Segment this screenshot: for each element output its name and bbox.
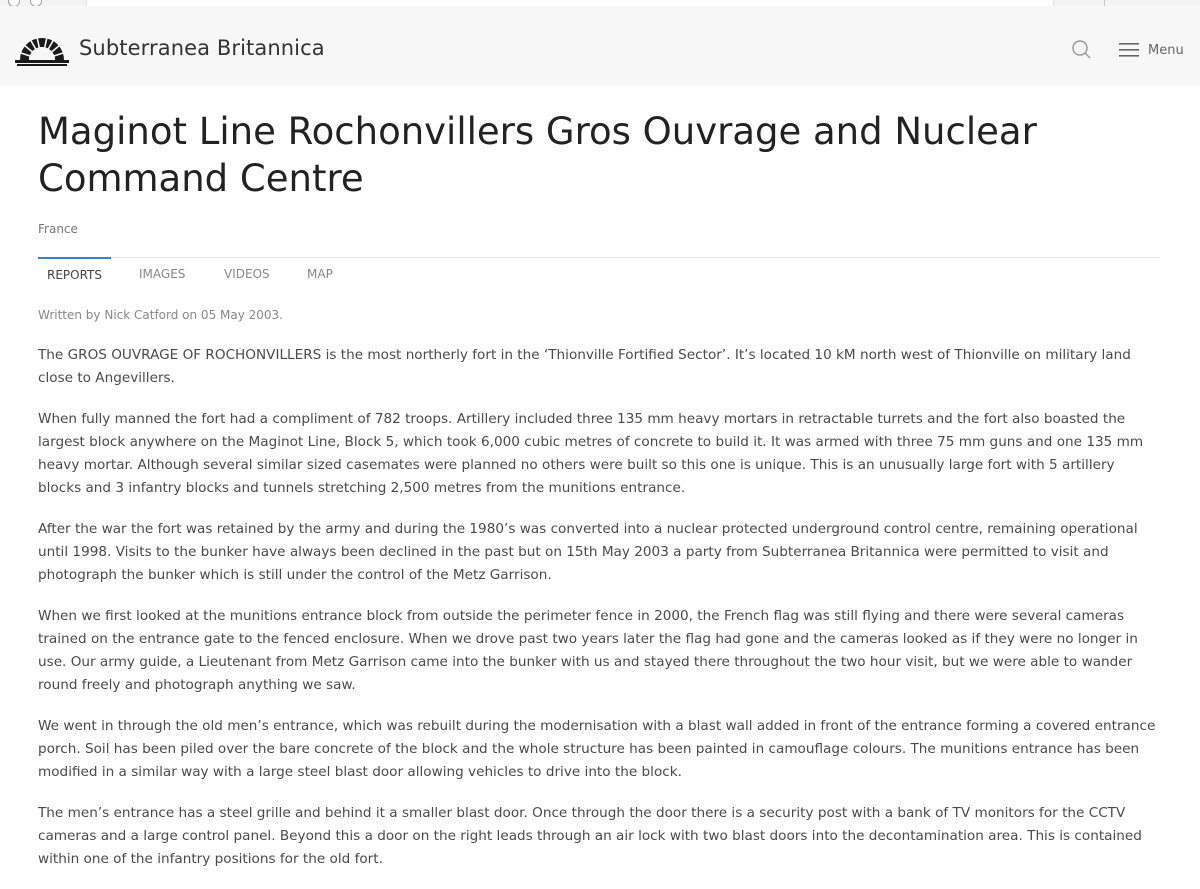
tab-videos[interactable]: VIDEOS bbox=[224, 267, 270, 281]
tunnel-portal-icon[interactable] bbox=[15, 33, 69, 67]
report-tabs bbox=[38, 257, 1159, 292]
site-header bbox=[0, 6, 1200, 86]
menu-button[interactable] bbox=[1119, 40, 1184, 60]
menu-label[interactable]: Menu bbox=[1148, 42, 1184, 58]
tab-reports[interactable]: REPORTS bbox=[38, 257, 111, 291]
report-paragraph: The GROS OUVRAGE OF ROCHONVILLERS is the most northerly fort in the ‘Thionville Fortified Sector’. It’s located 10 kM north west of Thionville on military land close to Angevillers. bbox=[38, 347, 1131, 386]
report-paragraph: The men’s entrance has a steel grille and behind it a smaller blast door. Once through the door there is a security post with a bank of TV monitors for the CCTV cameras and a large control panel. Beyond this a door on the right leads through an air lock with two blast doors into the decontamination area. This is contained within one of the infantry positions for the old fort. bbox=[38, 805, 1142, 867]
search-button[interactable] bbox=[1071, 39, 1093, 61]
report-paragraph: When we first looked at the munitions entrance block from outside the perimeter fence in 2000, the French flag was still flying and there were several cameras trained on the entrance gate to the fenced enclosure. When we drove past two years later the flag had gone and the cameras looked as if they were no longer in use. Our army guide, a Lieutenant from Metz Garrison came into the bunker with us and stayed there throughout the two hour visit, but we were able to wander round freely and photograph anything we saw. bbox=[38, 608, 1138, 693]
location-label[interactable]: France bbox=[38, 222, 78, 236]
report-paragraph: We went in through the old men’s entrance, which was rebuilt during the modernisation with a blast wall added in front of the entrance forming a covered entrance porch. Soil has been piled over the bare concrete of the block and the whole structure has been painted in camouflage colours. The munitions entrance has been modified in a similar way with a large steel blast door allowing vehicles to drive into the block. bbox=[38, 718, 1156, 780]
report-paragraph: After the war the fort was retained by the army and during the 1980’s was converted into a nuclear protected underground control centre, remaining operational until 1998. Visits to the bunker have always been declined in the past but on 15th May 2003 a party from Subterranea Britannica were permitted to visit and photograph the bunker which is still under the control of the Metz Garrison. bbox=[38, 521, 1138, 583]
report-body bbox=[38, 344, 1160, 889]
report-paragraph: When fully manned the fort had a compliment of 782 troops. Artillery included three 135 mm heavy mortars in retractable turrets and the fort also boasted the largest block anywhere on the Maginot Line, Block 5, which took 6,000 cubic metres of concrete to build it. It was armed with three 75 mm guns and one 135 mm heavy mortar. Although several similar sized casemates were planned no others were built so this one is unique. This is an unusually large fort with 5 artillery blocks and 3 infantry blocks and tunnels stretching 2,500 metres from the munitions entrance. bbox=[38, 411, 1144, 496]
hamburger-menu-icon[interactable] bbox=[1119, 43, 1139, 57]
tab-images[interactable]: IMAGES bbox=[139, 267, 186, 281]
page-title: Maginot Line Rochonvillers Gros Ouvrage and Nuclear Command Centre bbox=[38, 110, 1037, 200]
search-icon[interactable] bbox=[1071, 39, 1093, 61]
byline: Written by Nick Catford on 05 May 2003. bbox=[38, 308, 283, 322]
site-name[interactable]: Subterranea Britannica bbox=[79, 36, 325, 60]
tab-map[interactable]: MAP bbox=[307, 267, 333, 281]
